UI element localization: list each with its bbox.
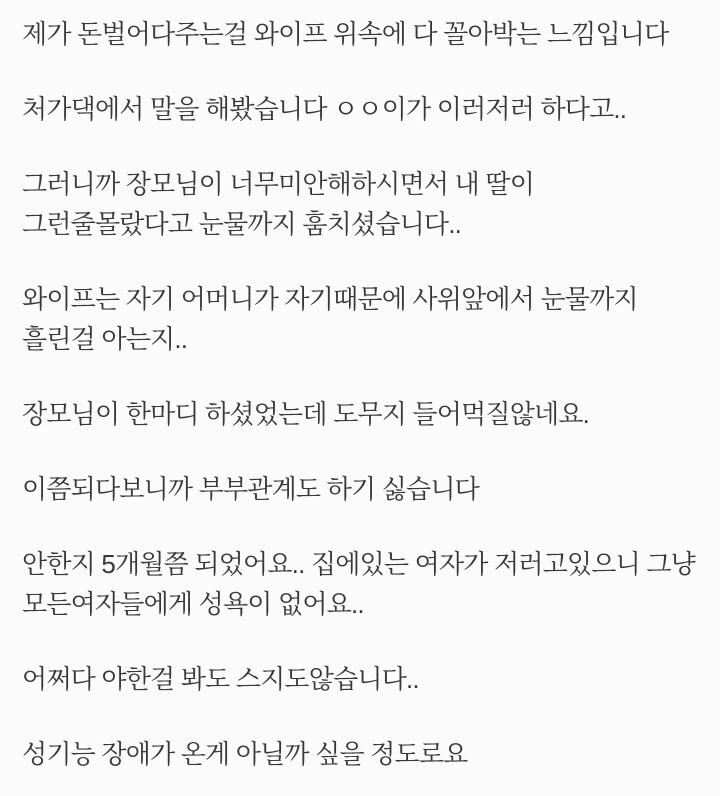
post-paragraph: 어쩌다 야한걸 봐도 스지도않습니다..: [22, 664, 419, 694]
post-paragraph: 이쯤되다보니까 부부관계도 하기 싫습니다: [22, 474, 479, 504]
post-paragraph: 장모님이 한마디 하셨었는데 도무지 들어먹질않네요.: [22, 399, 590, 429]
post-paragraph: 안한지 5개월쯤 되었어요.. 집에있는 여자가 저러고있으니 그냥 모든여자들에게 성욕이 없어요..: [22, 549, 695, 619]
post-paragraph: 와이프는 자기 어머니가 자기때문에 사위앞에서 눈물까지 흘린걸 아는지..: [22, 284, 638, 354]
post-paragraph: 성기능 장애가 온게 아닐까 싶을 정도로요: [22, 739, 468, 769]
post-paragraph: 제가 돈벌어다주는걸 와이프 위속에 다 꼴아박는 느낌입니다: [22, 19, 669, 49]
post-paragraph: 처가댁에서 말을 해봤습니다 ㅇㅇ이가 이러저러 하다고..: [22, 94, 627, 124]
post-paragraph: 그러니까 장모님이 너무미안해하시면서 내 딸이 그런줄몰랐다고 눈물까지 훔치셨습니다..: [22, 169, 535, 239]
